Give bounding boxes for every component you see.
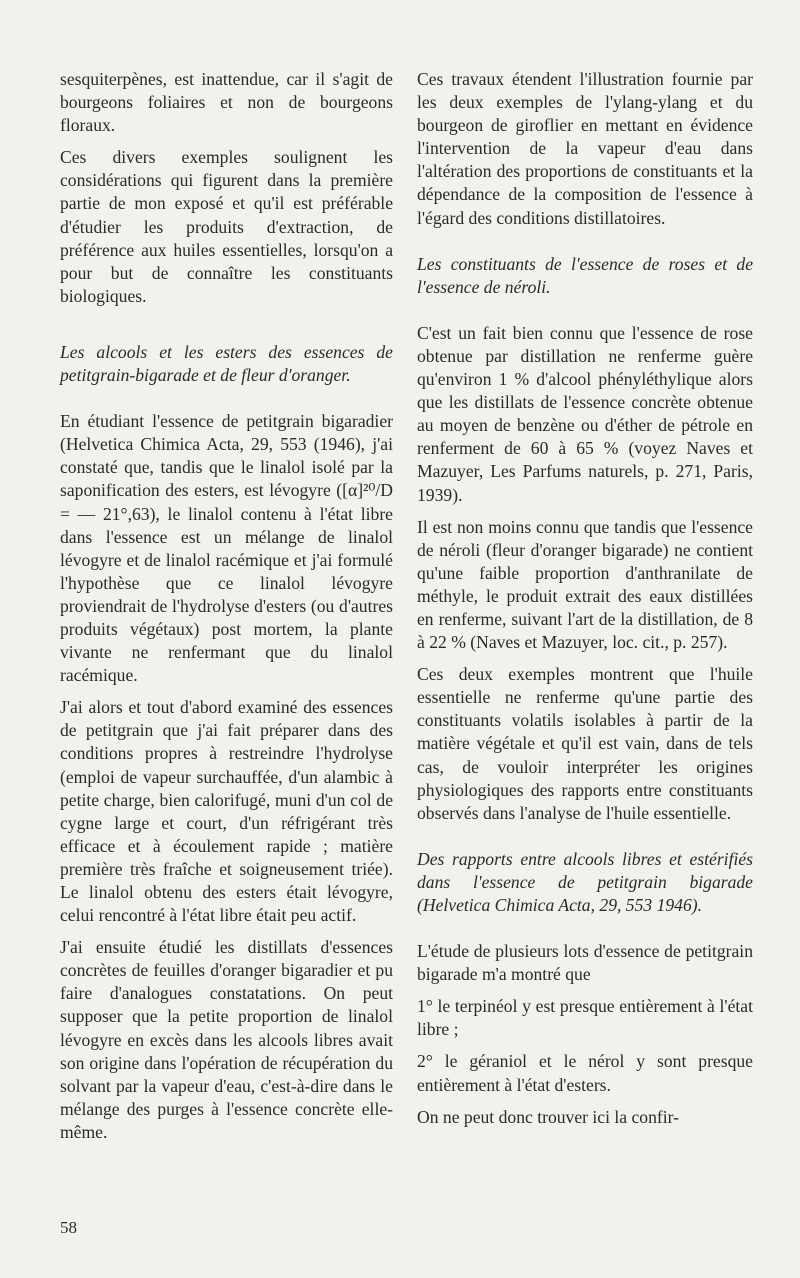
paragraph: Il est non moins connu que tandis que l'essence de néroli (fleur d'oranger bigarade) ne contient qu'une faible proportion d'anthranilate de méthyle, le produit extrait des eaux distillées en renferme, suivant l'art de la distillation, de 8 à 22 % (Naves et Mazuyer, loc. cit., p. 257). [417,516,753,653]
paragraph: En étudiant l'essence de petitgrain bigaradier (Helvetica Chimica Acta, 29, 553 (1946), j'ai constaté que, tandis que le linalol isolé par la saponification des esters, est lévogyre ([α]²⁰/D = — 21°,63), le linalol contenu à l'état libre dans l'essence est un mélange de linalol lévogyre et de linalol racémique et j'ai formulé l'hypothèse que ce linalol lévogyre proviendrait de l'hydrolyse d'esters (ou d'autres produits végétaux) post mortem, la plante vivante ne renfermant que du linalol racémique. [60,411,393,686]
list-item: 1° le terpinéol y est presque entièrement à l'état libre ; [417,996,753,1040]
left-column [60,68,393,1153]
section-heading: Les alcools et les esters des essences de petitgrain-bigarade et de fleur d'oranger. [60,341,393,386]
list-item: 2° le géraniol et le nérol y sont presque entièrement à l'état d'esters. [417,1051,753,1095]
section-heading: Les constituants de l'essence de roses et de l'essence de néroli. [417,253,753,297]
paragraph: Ces deux exemples montrent que l'huile essentielle ne renferme qu'une partie des constituants volatils isolables à partir de la matière végétale et qu'il est vain, dans de tels cas, de vouloir interpréter les origines physiologiques des rapports entre constituants observés dans l'analyse de l'huile essentielle. [417,664,753,823]
section-heading: Des rapports entre alcools libres et estérifiés dans l'essence de petitgrain bigarade (Helvetica Chimica Acta, 29, 553 1946). [417,848,753,915]
paragraph: Ces divers exemples soulignent les considérations qui figurent dans la première partie de mon exposé et qu'il est préférable d'étudier les produits d'extraction, de préférence aux huiles essentielles, lorsqu'on a pour but de connaître les constituants biologiques. [60,147,393,306]
paragraph: J'ai ensuite étudié les distillats d'essences concrètes de feuilles d'oranger bigaradier et pu faire d'analogues constatations. On peut supposer que la petite proportion de linalol lévogyre en excès dans les alcools libres avait son origine dans l'opération de récupération du solvant par la vapeur d'eau, c'est-à-dire dans le mélange des purges à l'essence concrète elle-même. [60,937,393,1142]
paragraph: sesquiterpènes, est inattendue, car il s'agit de bourgeons foliaires et non de bourgeons floraux. [60,69,393,136]
right-column [417,68,753,1138]
paragraph: L'étude de plusieurs lots d'essence de petitgrain bigarade m'a montré que [417,941,753,985]
paragraph: Ces travaux étendent l'illustration fournie par les deux exemples de l'ylang-ylang et du bourgeon de giroflier en mettant en évidence l'intervention de la vapeur d'eau dans l'altération des proportions de constituants et la dépendance de la composition de l'essence à l'égard des conditions distillatoires. [417,69,753,228]
paragraph: On ne peut donc trouver ici la confir- [417,1106,679,1127]
paragraph: C'est un fait bien connu que l'essence de rose obtenue par distillation ne renferme guère qu'environ 1 % d'alcool phényléthylique alors que les distillats de l'essence concrète obtenue au moyen de benzène ou d'éther de pétrole en renferment de 60 à 65 % (voyez Naves et Mazuyer, Les Parfums naturels, p. 271, Paris, 1939). [417,322,753,505]
paragraph: J'ai alors et tout d'abord examiné des essences de petitgrain que j'ai fait préparer dans des conditions propres à restreindre l'hydrolyse (emploi de vapeur surchauffée, d'un alambic à petite charge, bien calorifugé, muni d'un col de cygne large et court, d'un réfrigérant très efficace et à écoulement rapide ; matière première très fraîche et soigneusement triée). Le linalol obtenu des esters était lévogyre, celui rencontré à l'état libre était peu actif. [60,697,393,926]
page-number: 58 [60,1218,77,1237]
